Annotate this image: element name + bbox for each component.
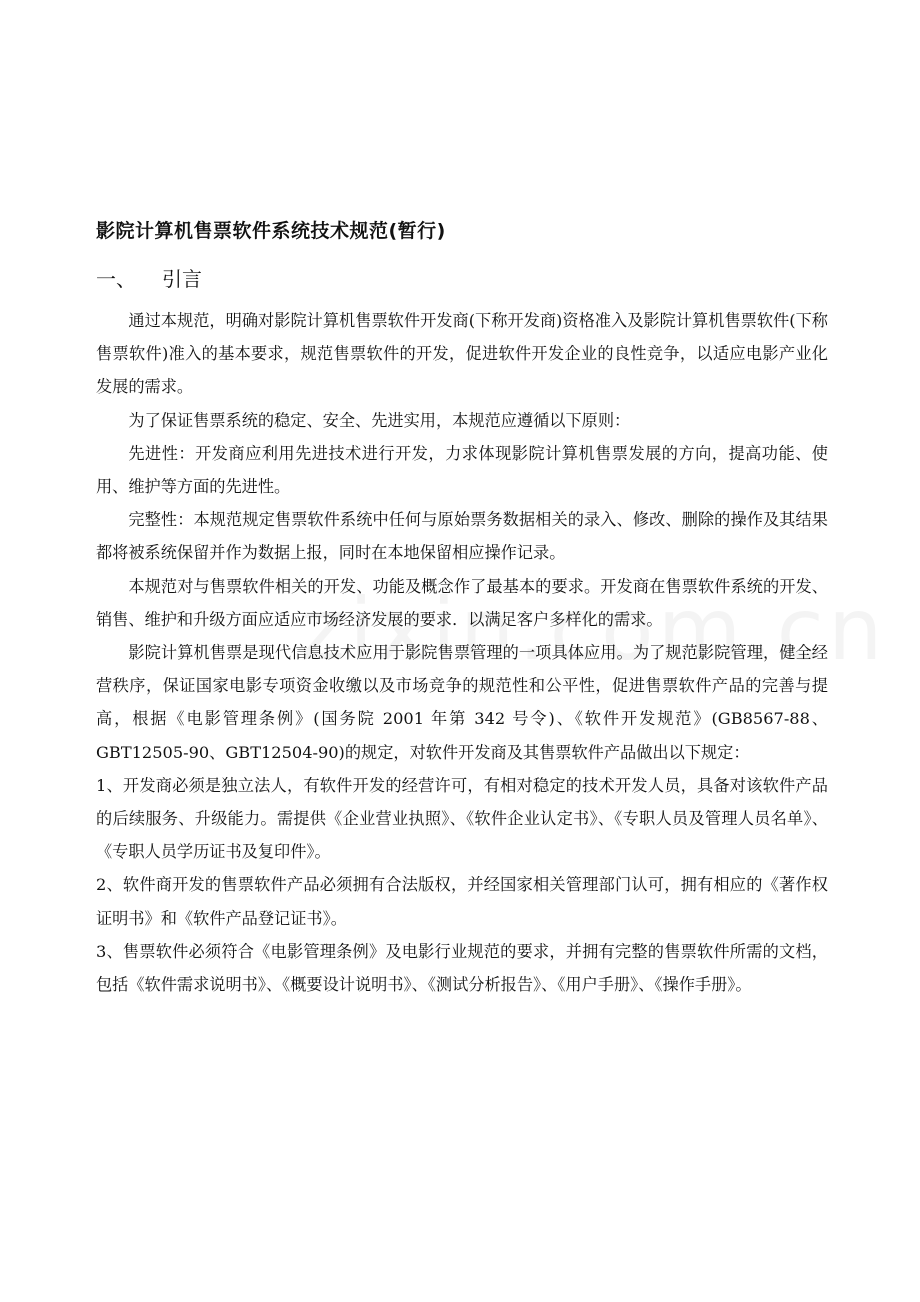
section-number: 一、 <box>96 267 136 291</box>
list-item: 3、售票软件必须符合《电影管理条例》及电影行业规范的要求，并拥有完整的售票软件所需的文档，包括《软件需求说明书》、《概要设计说明书》、《测试分析报告》、《用户手册》、《操作手册》。 <box>96 941 828 995</box>
list-item: 1、开发商必须是独立法人，有软件开发的经营许可，有相对稳定的技术开发人员，具备对该软件产品的后续服务、升级能力。需提供《企业营业执照》、《软件企业认定书》、《专职人员及管理人员名单》、《专职人员学历证书及复印件》。 <box>96 775 828 862</box>
paragraph-purpose: 通过本规范，明确对影院计算机售票软件开发商(下称开发商)资格准入及影院计算机售票软件(下称售票软件)准入的基本要求，规范售票软件的开发，促进软件开发企业的良性竞争，以适应电影产业化发展的需求。 <box>96 311 828 397</box>
paragraph-scope: 本规范对与售票软件相关的开发、功能及概念作了最基本的要求。开发商在售票软件系统的开发、销售、维护和升级方面应适应市场经济发展的要求．以满足客户多样化的需求。 <box>96 576 828 629</box>
paragraph-principles: 为了保证售票系统的稳定、安全、先进实用，本规范应遵循以下原则： <box>128 410 631 430</box>
section-title: 引言 <box>162 267 202 291</box>
section-heading-introduction <box>96 262 828 296</box>
document-page <box>96 214 828 1001</box>
list-item: 2、软件商开发的售票软件产品必须拥有合法版权，并经国家相关管理部门认可，拥有相应的《著作权证明书》和《软件产品登记证书》。 <box>96 875 828 928</box>
document-title: 影院计算机售票软件系统技术规范(暂行) <box>96 220 446 242</box>
paragraph-completeness: 完整性：本规范规定售票软件系统中任何与原始票务数据相关的录入、修改、删除的操作及其结果都将被系统保留并作为数据上报，同时在本地保留相应操作记录。 <box>96 510 828 563</box>
paragraph-background: 影院计算机售票是现代信息技术应用于影院售票管理的一项具体应用。为了规范影院管理，健全经营秩序，保证国家电影专项资金收缴以及市场竞争的规范性和公平性，促进售票软件产品的完善与提高，根据《电影管理条例》(国务院 2001 年第 342 号令)、《软件开发规范》(GB8567-88、GBT12505-90、GBT12504-90)的规定，对软件开发商及其售票软件产品做出以下规定： <box>96 643 828 762</box>
paragraph-advanced: 先进性：开发商应利用先进技术进行开发，力求体现影院计算机售票发展的方向，提高功能、使用、维护等方面的先进性。 <box>96 443 828 497</box>
